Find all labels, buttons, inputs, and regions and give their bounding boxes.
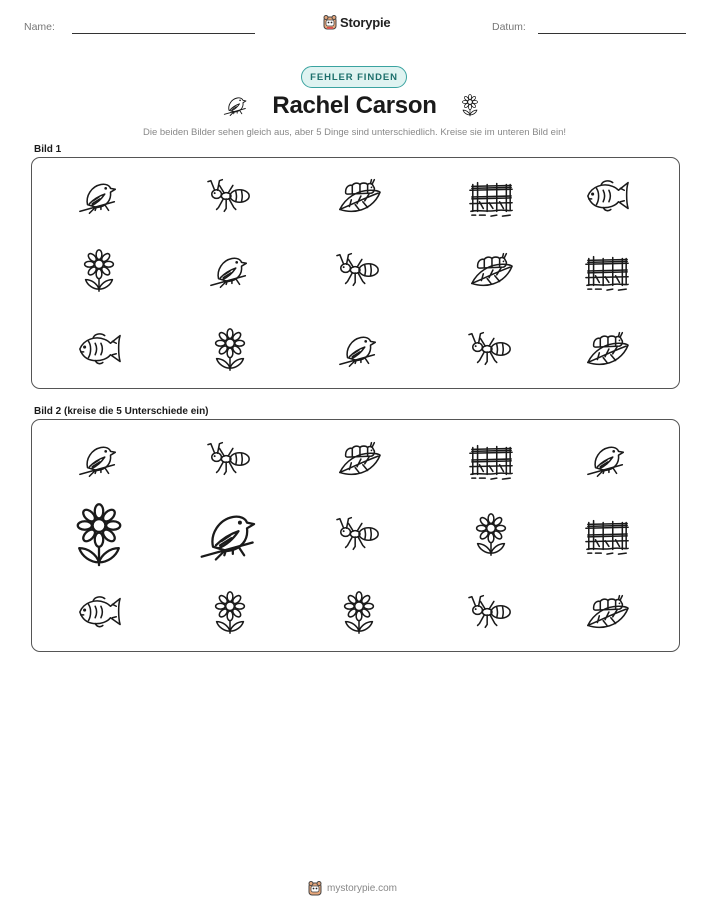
instructions-text: Die beiden Bilder sehen gleich aus, aber 5 Dinge sind unterschiedlich. Kreise sie im unteren Bild ein! (143, 127, 566, 138)
picture1-leaf-caterpillar-icon (336, 173, 382, 219)
picture2-leaf-caterpillar-icon[interactable] (584, 589, 630, 635)
picture2-flower-icon[interactable] (468, 511, 514, 557)
picture1-label: Bild 1 (34, 144, 62, 155)
picture2-label: Bild 2 (kreise die 5 Unterschiede ein) (34, 406, 209, 417)
picture1-fence-icon (584, 247, 630, 293)
date-line[interactable] (538, 33, 686, 34)
picture1-ant-icon (336, 247, 382, 293)
page-title: Rachel Carson (272, 92, 437, 119)
picture2-ant-icon[interactable] (207, 436, 253, 482)
storypie-mascot-icon (323, 14, 337, 30)
picture1-bird-icon (207, 247, 253, 293)
picture2-flower-icon[interactable] (65, 500, 133, 568)
picture1-ant-icon (468, 326, 514, 372)
picture2-bird-icon[interactable] (196, 500, 264, 568)
picture2-panel[interactable] (31, 419, 680, 652)
picture1-bird-icon (336, 326, 382, 372)
name-line[interactable] (72, 33, 255, 34)
picture2-ant-icon[interactable] (336, 511, 382, 557)
picture1-fence-icon (468, 173, 514, 219)
picture1-fish-icon (584, 173, 630, 219)
picture2-ant-icon[interactable] (468, 589, 514, 635)
name-label: Name: (24, 21, 55, 33)
picture2-fence-icon[interactable] (584, 511, 630, 557)
picture2-fence-icon[interactable] (468, 436, 514, 482)
picture2-leaf-caterpillar-icon[interactable] (336, 436, 382, 482)
picture1-panel (31, 157, 680, 389)
picture2-flower-icon[interactable] (207, 589, 253, 635)
picture1-fish-icon (76, 326, 122, 372)
picture1-bird-icon (76, 173, 122, 219)
picture2-bird-icon[interactable] (584, 436, 630, 482)
date-label: Datum: (492, 21, 526, 33)
storypie-logo (323, 14, 390, 30)
picture2-fish-icon[interactable] (76, 589, 122, 635)
picture1-leaf-caterpillar-icon (584, 326, 630, 372)
picture1-leaf-caterpillar-icon (468, 247, 514, 293)
title-flower-icon (458, 91, 482, 124)
footer-mascot-icon (308, 880, 322, 896)
picture2-bird-icon[interactable] (76, 436, 122, 482)
worksheet-type-badge: FEHLER FINDEN (301, 66, 407, 88)
brand-name: Storypie (340, 14, 391, 30)
picture1-flower-icon (207, 326, 253, 372)
footer-site: mystorypie.com (327, 882, 398, 894)
picture1-ant-icon (207, 173, 253, 219)
footer (308, 880, 397, 896)
picture2-flower-icon[interactable] (336, 589, 382, 635)
picture1-flower-icon (76, 247, 122, 293)
